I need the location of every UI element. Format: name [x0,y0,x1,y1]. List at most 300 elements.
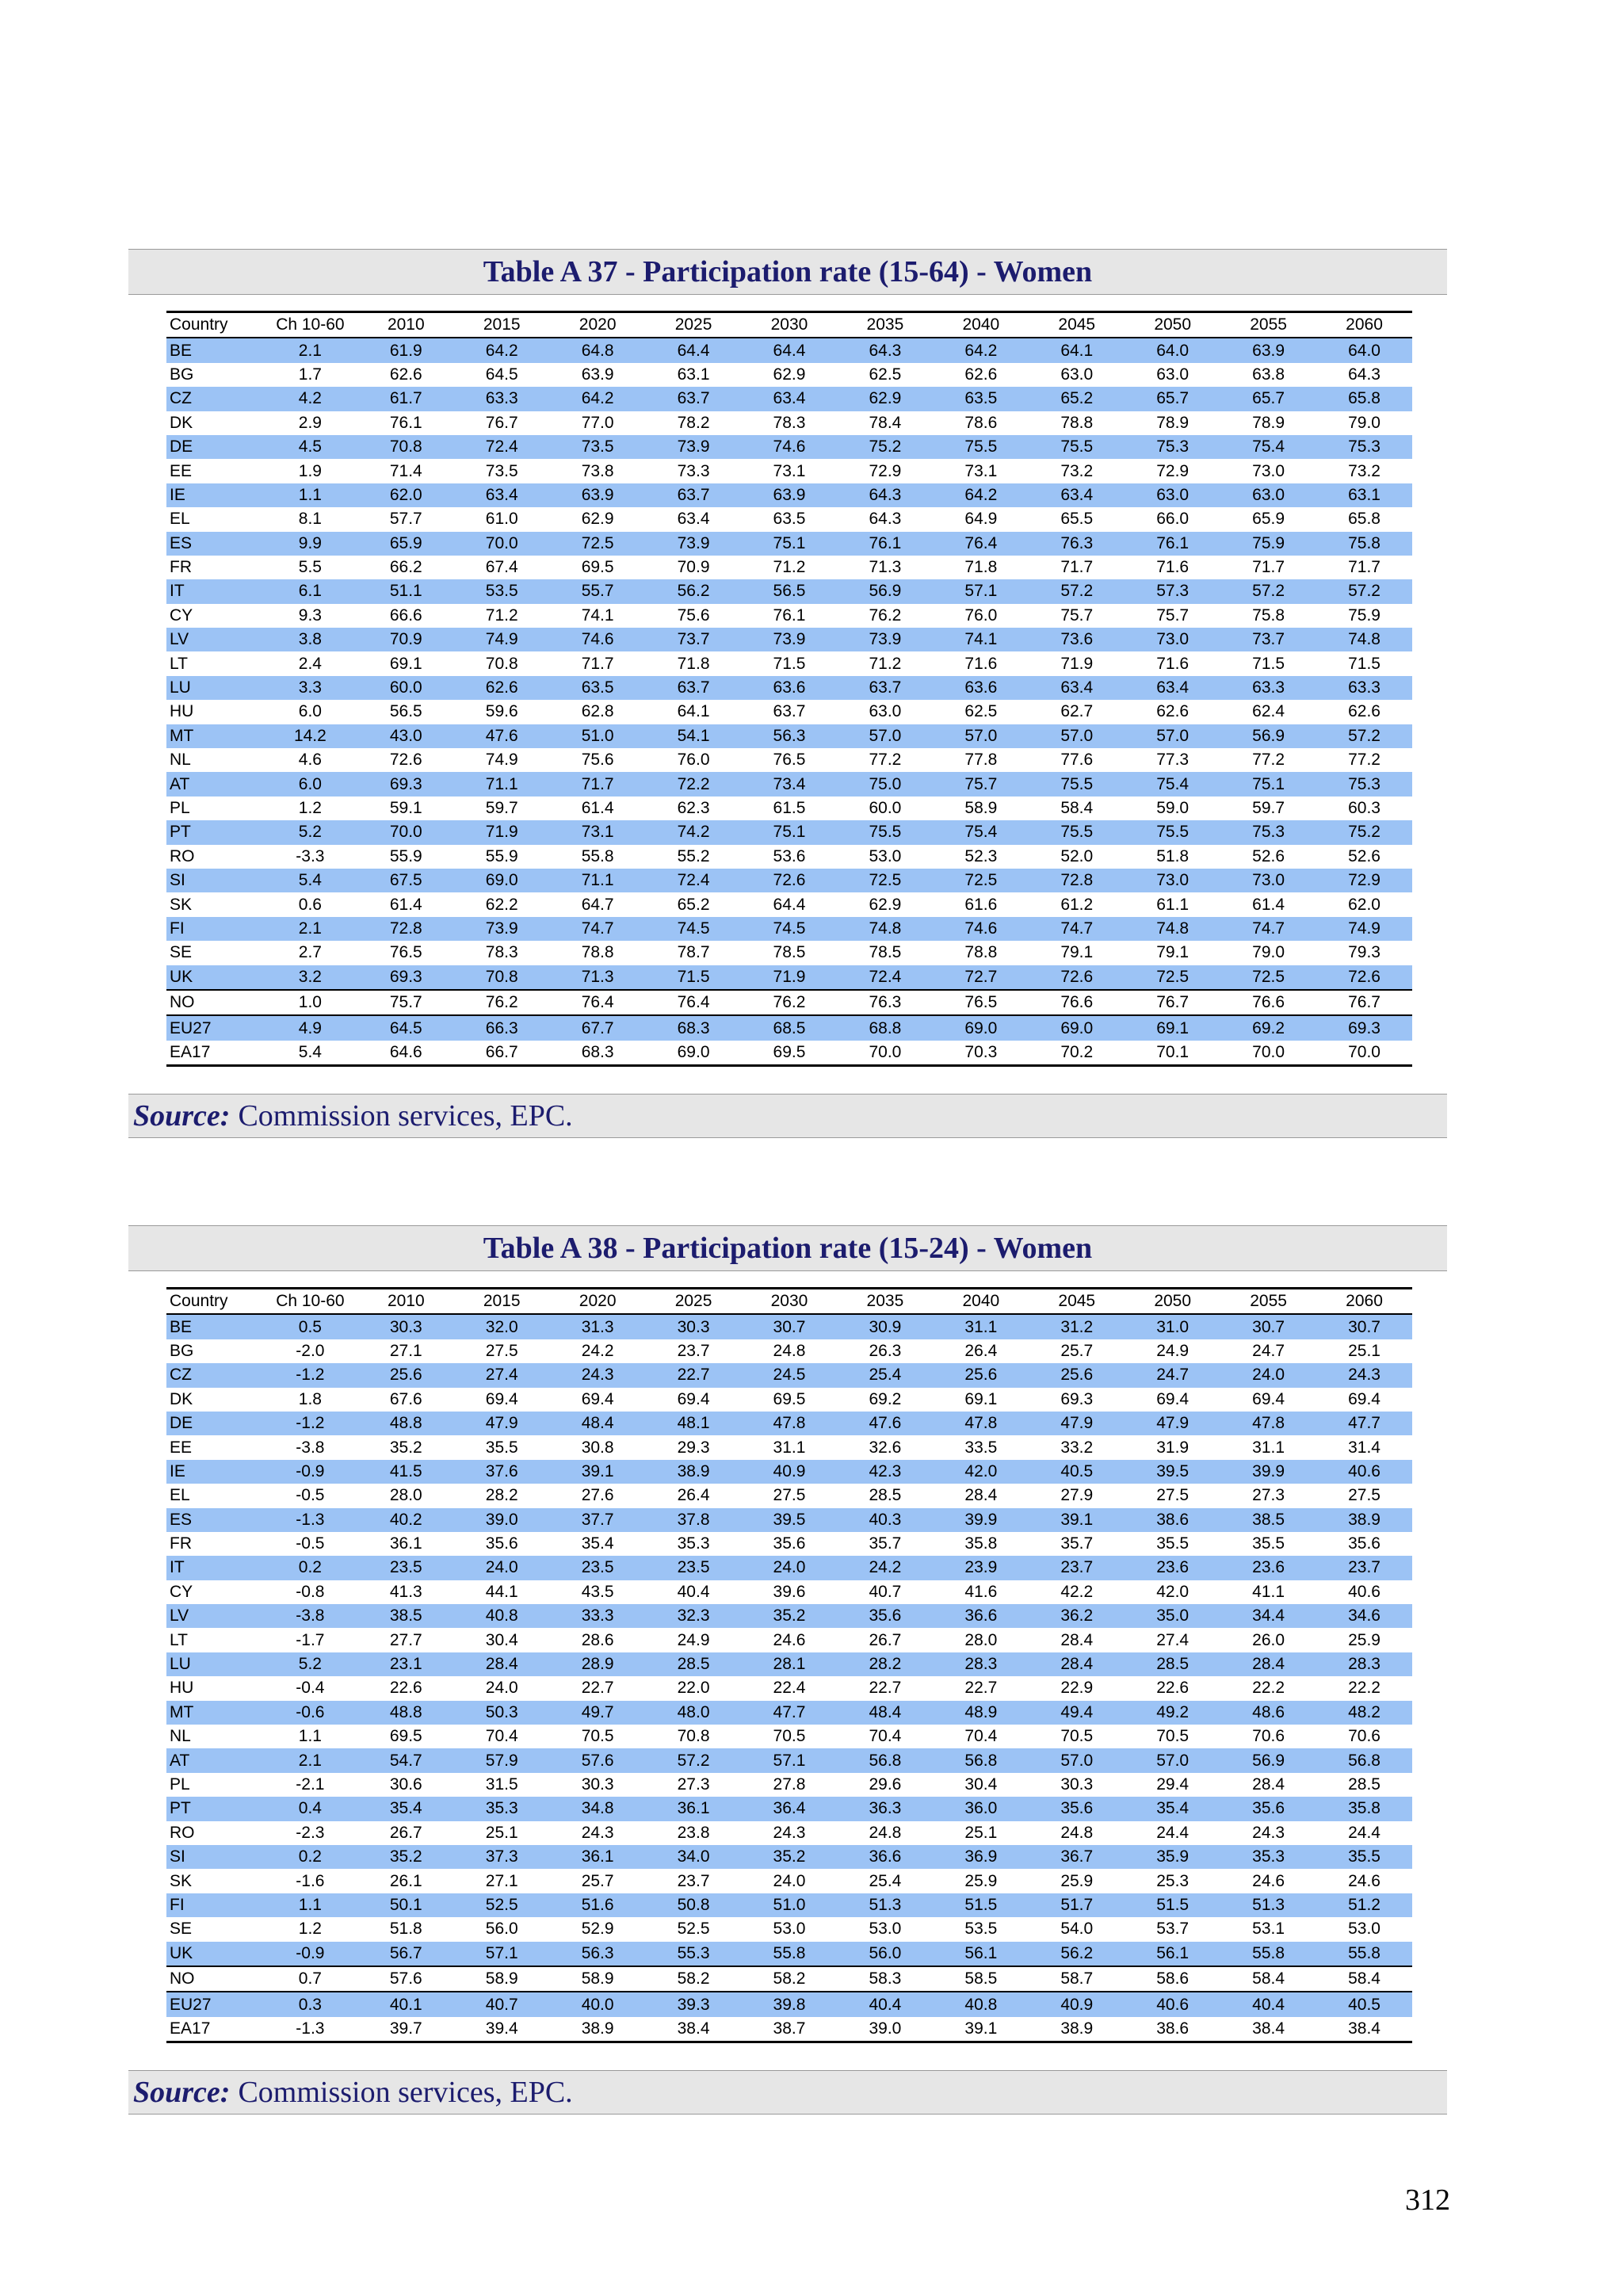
table-row [166,892,1412,916]
value-cell: 40.4 [837,1992,933,2016]
value-cell: 47.7 [1316,1412,1412,1435]
value-cell: 52.6 [1348,846,1381,865]
value-cell: 31.5 [485,1775,518,1794]
value-cell: 5.5 [298,558,322,577]
value-cell: 56.2 [646,579,742,603]
value-cell: 52.0 [1060,846,1094,865]
value-cell: 65.7 [1125,387,1220,411]
table-row [166,1484,1412,1507]
value-cell: 76.6 [1029,990,1125,1015]
value-cell: 53.0 [869,846,902,865]
value-cell: 24.3 [773,1823,806,1842]
value-cell: 76.5 [389,943,422,962]
value-cell: 35.5 [1252,1534,1285,1553]
value-cell: 6.0 [262,772,358,796]
value-cell: 28.4 [1060,1630,1094,1649]
value-cell: 28.4 [964,1486,998,1505]
value-cell: 74.7 [1220,917,1316,941]
table-body [166,1314,1412,2042]
column-header: 2050 [1125,1289,1220,1315]
value-cell: 56.0 [485,1920,518,1939]
table-row [166,1015,1412,1040]
value-cell: 62.6 [389,365,422,384]
value-cell: 25.6 [933,1363,1029,1387]
value-cell: 32.6 [869,1438,902,1457]
value-cell: 63.1 [1316,483,1412,507]
value-cell: 57.2 [646,1748,742,1772]
country-cell: FI [166,917,262,941]
value-cell: 35.9 [1125,1845,1220,1869]
value-cell: 68.8 [837,1015,933,1040]
value-cell: 24.0 [454,1556,550,1580]
value-cell: 39.5 [1125,1460,1220,1484]
country-cell: NL [170,751,191,770]
value-cell: 33.5 [964,1438,998,1457]
value-cell: 42.0 [1156,1582,1190,1601]
value-cell: 35.0 [1125,1604,1220,1628]
value-cell: 57.2 [1316,724,1412,748]
value-cell: 23.8 [677,1823,710,1842]
value-cell: 51.0 [550,724,646,748]
value-cell: 35.5 [485,1438,518,1457]
value-cell: -1.3 [262,2017,358,2042]
value-cell: 63.4 [742,387,838,411]
table-row [166,1917,1412,1941]
value-cell: 71.1 [550,869,646,892]
value-cell: 0.7 [262,1966,358,1992]
value-cell: 35.6 [1220,1797,1316,1820]
table-row [166,820,1412,844]
value-cell: 30.3 [358,1314,454,1339]
value-cell: 39.9 [1220,1460,1316,1484]
value-cell: 76.1 [389,413,422,432]
value-cell: 28.0 [389,1486,422,1505]
country-cell: EE [170,1438,193,1457]
table-row [166,797,1412,820]
value-cell: 30.6 [389,1775,422,1794]
value-cell: 38.9 [1029,2017,1125,2042]
value-cell: 70.0 [1220,1041,1316,1066]
column-header: 2010 [358,312,454,338]
value-cell: 76.4 [646,990,742,1015]
value-cell: 76.1 [773,606,806,625]
value-cell: 36.6 [837,1845,933,1869]
value-cell: 29.6 [869,1775,902,1794]
value-cell: 57.3 [1125,579,1220,603]
value-cell: 39.0 [837,2017,933,2042]
value-cell: 62.7 [1060,702,1094,721]
value-cell: 24.0 [742,1556,838,1580]
value-cell: 57.6 [358,1966,454,1992]
value-cell: 5.4 [262,1041,358,1066]
value-cell: 76.5 [933,990,1029,1015]
value-cell: 28.5 [646,1652,742,1676]
value-cell: 75.8 [1316,532,1412,556]
value-cell: 27.6 [581,1486,614,1505]
value-cell: 23.5 [646,1556,742,1580]
value-cell: 71.7 [1252,558,1285,577]
value-cell: 70.4 [485,1727,518,1746]
value-cell: 72.4 [646,869,742,892]
table-row [166,483,1412,507]
value-cell: 71.2 [773,558,806,577]
value-cell: 23.7 [1316,1556,1412,1580]
table-row [166,579,1412,603]
value-cell: 75.7 [1156,606,1190,625]
value-cell: 1.9 [298,461,322,480]
value-cell: 44.1 [485,1582,518,1601]
value-cell: 48.9 [933,1701,1029,1725]
value-cell: 51.3 [837,1893,933,1917]
value-cell: 75.3 [1125,435,1220,459]
country-cell: FR [170,558,192,577]
value-cell: 26.4 [964,1341,998,1360]
value-cell: 65.9 [1252,510,1285,529]
value-cell: 24.8 [1060,1823,1094,1842]
value-cell: 62.2 [485,895,518,914]
value-cell: 69.5 [581,558,614,577]
value-cell: 24.9 [1156,1341,1190,1360]
value-cell: 55.8 [581,846,614,865]
value-cell: 70.9 [677,558,710,577]
table-row [166,772,1412,796]
table-row [166,1992,1412,2016]
value-cell: 30.3 [646,1314,742,1339]
table-row [166,1314,1412,1339]
value-cell: 71.7 [1348,558,1381,577]
value-cell: 73.7 [646,628,742,651]
value-cell: 36.6 [933,1604,1029,1628]
value-cell: 78.5 [869,943,902,962]
column-header: 2025 [646,1289,742,1315]
value-cell: -1.6 [296,1871,325,1890]
value-cell: 25.4 [869,1871,902,1890]
country-cell: PT [166,1797,262,1820]
value-cell: 39.4 [454,2017,550,2042]
value-cell: 63.9 [550,483,646,507]
value-cell: 49.2 [1125,1701,1220,1725]
value-cell: 27.8 [773,1775,806,1794]
value-cell: 35.7 [1060,1534,1094,1553]
value-cell: 73.9 [837,628,933,651]
value-cell: 23.7 [1029,1556,1125,1580]
value-cell: 34.0 [646,1845,742,1869]
value-cell: 48.1 [646,1412,742,1435]
value-cell: 57.2 [1220,579,1316,603]
value-cell: 1.1 [262,1893,358,1917]
value-cell: 64.2 [454,338,550,362]
value-cell: 28.5 [1348,1775,1381,1794]
value-cell: 57.0 [933,724,1029,748]
value-cell: 51.3 [1220,1893,1316,1917]
value-cell: 24.2 [837,1556,933,1580]
column-header: 2045 [1029,312,1125,338]
value-cell: 55.7 [550,579,646,603]
value-cell: 75.5 [1029,435,1125,459]
value-cell: 57.0 [837,724,933,748]
value-cell: 63.3 [1316,676,1412,700]
value-cell: 72.6 [389,751,422,770]
value-cell: 63.5 [773,510,806,529]
value-cell: 4.2 [262,387,358,411]
value-cell: 51.8 [389,1920,422,1939]
value-cell: 24.3 [550,1363,646,1387]
value-cell: 38.6 [1125,1508,1220,1532]
value-cell: 53.7 [1156,1920,1190,1939]
value-cell: 76.3 [837,990,933,1015]
value-cell: 63.3 [454,387,550,411]
value-cell: 70.6 [1252,1727,1285,1746]
value-cell: 37.8 [646,1508,742,1532]
value-cell: 66.7 [454,1041,550,1066]
value-cell: 28.5 [869,1486,902,1505]
value-cell: 76.0 [964,606,998,625]
value-cell: 67.7 [550,1015,646,1040]
value-cell: 32.3 [646,1604,742,1628]
country-cell: CY [170,1582,193,1601]
value-cell: 24.5 [742,1363,838,1387]
value-cell: 28.6 [581,1630,614,1649]
value-cell: 30.3 [1060,1775,1094,1794]
value-cell: 70.4 [964,1727,998,1746]
value-cell: 77.2 [1348,751,1381,770]
value-cell: 62.9 [581,510,614,529]
value-cell: 70.0 [454,532,550,556]
value-cell: 75.1 [1220,772,1316,796]
value-cell: -0.9 [262,1460,358,1484]
value-cell: 64.4 [646,338,742,362]
value-cell: 58.4 [1316,1966,1412,1992]
value-cell: 42.2 [1060,1582,1094,1601]
value-cell: 53.0 [1348,1920,1381,1939]
value-cell: 55.2 [677,846,710,865]
value-cell: 24.3 [581,1823,614,1842]
value-cell: 73.0 [1252,461,1285,480]
value-cell: 47.7 [742,1701,838,1725]
table-row [166,700,1412,724]
value-cell: 63.7 [646,676,742,700]
value-cell: 22.0 [677,1679,710,1698]
value-cell: 77.0 [581,413,614,432]
value-cell: 71.3 [869,558,902,577]
value-cell: 56.7 [358,1942,454,1966]
value-cell: 1.0 [262,990,358,1015]
value-cell: 51.0 [742,1893,838,1917]
value-cell: 65.8 [1348,510,1381,529]
value-cell: 40.6 [1125,1992,1220,2016]
value-cell: 70.8 [454,965,550,990]
value-cell: 67.4 [485,558,518,577]
value-cell: 47.9 [1029,1412,1125,1435]
table-row [166,1363,1412,1387]
value-cell: 40.4 [677,1582,710,1601]
value-cell: 76.2 [454,990,550,1015]
value-cell: 38.7 [742,2017,838,2042]
value-cell: 41.1 [1252,1582,1285,1601]
value-cell: 55.8 [742,1942,838,1966]
column-header: 2030 [742,1289,838,1315]
value-cell: 69.1 [389,654,422,673]
value-cell: 73.2 [1060,461,1094,480]
value-cell: 31.1 [933,1314,1029,1339]
value-cell: -0.8 [296,1582,325,1601]
value-cell: 71.8 [964,558,998,577]
country-cell: LU [166,1652,262,1676]
value-cell: 57.0 [1125,724,1220,748]
table-row [166,363,1412,387]
value-cell: 75.2 [837,435,933,459]
value-cell: -2.3 [296,1823,325,1842]
value-cell: 58.4 [1220,1966,1316,1992]
value-cell: 76.0 [677,751,710,770]
value-cell: 63.0 [869,702,902,721]
value-cell: 47.9 [454,1412,550,1435]
value-cell: 71.5 [1252,654,1285,673]
value-cell: 40.6 [1316,1460,1412,1484]
value-cell: 26.7 [869,1630,902,1649]
source-label: Source: [133,2076,231,2109]
value-cell: 57.1 [742,1748,838,1772]
value-cell: 25.1 [964,1823,998,1842]
country-cell: DE [166,435,262,459]
value-cell: 78.3 [773,413,806,432]
value-cell: 75.4 [1220,435,1316,459]
value-cell: 63.0 [1060,365,1094,384]
value-cell: 73.8 [581,461,614,480]
country-cell: EL [170,510,190,529]
value-cell: 71.5 [646,965,742,990]
value-cell: 64.8 [550,338,646,362]
value-cell: 70.8 [677,1727,710,1746]
value-cell: 72.5 [1220,965,1316,990]
value-cell: 76.6 [1220,990,1316,1015]
value-cell: 56.1 [1125,1942,1220,1966]
value-cell: 5.2 [262,820,358,844]
table-title: Table A 38 - Participation rate (15-24) - Women [483,1232,1093,1265]
value-cell: 75.3 [1316,772,1412,796]
value-cell: 78.8 [581,943,614,962]
column-header: 2035 [837,312,933,338]
value-cell: 73.4 [742,772,838,796]
value-cell: 27.1 [485,1871,518,1890]
value-cell: 40.4 [1220,1992,1316,2016]
table-a37 [166,311,1412,1067]
value-cell: 27.4 [454,1363,550,1387]
value-cell: 75.1 [742,532,838,556]
value-cell: 2.1 [262,338,358,362]
value-cell: 62.9 [837,387,933,411]
value-cell: 31.4 [1348,1438,1381,1457]
value-cell: 72.9 [1156,461,1190,480]
value-cell: 30.4 [964,1775,998,1794]
value-cell: 59.0 [1156,799,1190,817]
value-cell: 64.5 [358,1015,454,1040]
value-cell: 76.7 [1316,990,1412,1015]
table-row [166,411,1412,435]
value-cell: 53.6 [773,846,806,865]
value-cell: 64.5 [485,365,518,384]
value-cell: 64.0 [1125,338,1220,362]
value-cell: 72.6 [742,869,838,892]
value-cell: 70.6 [1348,1727,1381,1746]
value-cell: 63.4 [454,483,550,507]
value-cell: 73.3 [677,461,710,480]
value-cell: 22.4 [773,1679,806,1698]
value-cell: 78.3 [485,943,518,962]
table-row [166,1893,1412,1917]
table-row [166,1869,1412,1893]
value-cell: 47.6 [454,724,550,748]
value-cell: -1.2 [262,1412,358,1435]
country-cell: CZ [166,1363,262,1387]
table-row [166,1797,1412,1820]
value-cell: 76.7 [1125,990,1220,1015]
table-row [166,604,1412,628]
value-cell: 68.5 [742,1015,838,1040]
country-cell: IE [166,483,262,507]
value-cell: 60.3 [1348,799,1381,817]
value-cell: 1.8 [298,1389,322,1408]
value-cell: 74.5 [646,917,742,941]
value-cell: 56.5 [742,579,838,603]
source-label: Source: [133,1099,231,1133]
value-cell: 30.7 [1220,1314,1316,1339]
value-cell: 39.3 [646,1992,742,2016]
value-cell: 38.9 [1316,1508,1412,1532]
table-a38 [166,1287,1412,2043]
value-cell: 28.4 [1220,1652,1316,1676]
value-cell: 65.5 [1060,510,1094,529]
value-cell: 35.8 [1316,1797,1412,1820]
value-cell: 74.2 [646,820,742,844]
value-cell: 31.1 [773,1438,806,1457]
value-cell: 33.2 [1060,1438,1094,1457]
value-cell: 56.0 [837,1942,933,1966]
value-cell: 65.9 [358,532,454,556]
value-cell: 31.0 [1125,1314,1220,1339]
value-cell: 39.9 [933,1508,1029,1532]
value-cell: 43.0 [358,724,454,748]
value-cell: 70.9 [358,628,454,651]
value-cell: 57.0 [1029,724,1125,748]
value-cell: 71.2 [485,606,518,625]
value-cell: 22.7 [869,1679,902,1698]
country-cell: HU [170,1679,194,1698]
value-cell: 31.9 [1156,1438,1190,1457]
value-cell: 1.1 [298,1727,322,1746]
value-cell: 73.1 [773,461,806,480]
value-cell: 78.6 [964,413,998,432]
value-cell: 42.3 [837,1460,933,1484]
table-title: Table A 37 - Participation rate (15-64) - Women [483,255,1093,288]
value-cell: 28.2 [837,1652,933,1676]
value-cell: 55.9 [389,846,422,865]
country-cell: EU27 [166,1992,262,2016]
value-cell: 71.7 [550,772,646,796]
column-header: 2055 [1220,312,1316,338]
value-cell: 53.5 [454,579,550,603]
value-cell: 64.9 [964,510,998,529]
table-row [166,869,1412,892]
value-cell: 63.0 [1125,483,1220,507]
table-row [166,1412,1412,1435]
value-cell: -2.0 [296,1341,325,1360]
value-cell: 1.2 [298,1920,322,1939]
value-cell: 1.7 [298,365,322,384]
value-cell: 23.1 [358,1652,454,1676]
value-cell: 62.3 [677,799,710,817]
table-row [166,1388,1412,1412]
